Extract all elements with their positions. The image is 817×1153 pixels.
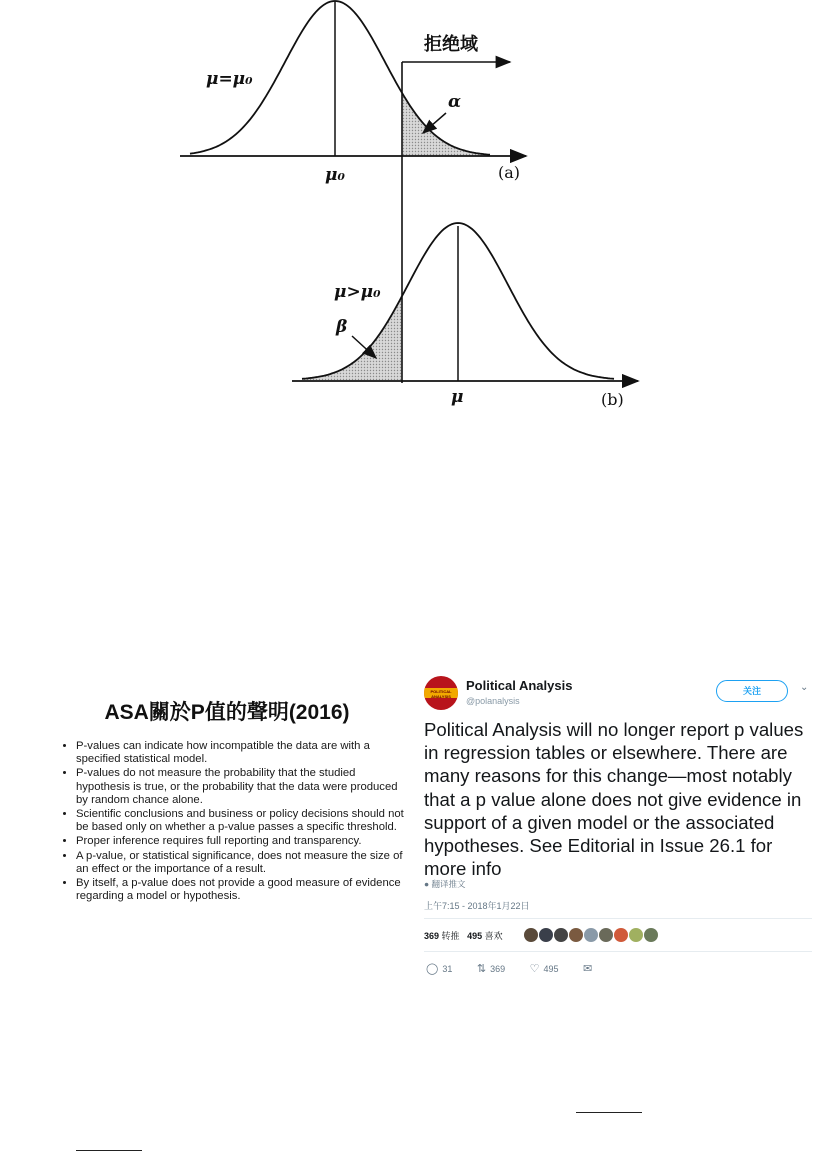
divider [424, 918, 812, 919]
bullet-item: • Scientific conclusions and business or policy decisions should not be based only on whether a p-value passes a specific threshold. [76, 808, 406, 834]
reply-count: 31 [442, 964, 453, 974]
like-button[interactable] [530, 962, 559, 975]
alpha-label: α [448, 92, 462, 112]
slide-bullet-list [58, 740, 406, 904]
bullet-item: • P-values can indicate how incompatible the data are with a specified statistical model. [76, 740, 406, 766]
panel-a-label: (a) [498, 163, 521, 182]
null-hypothesis-label: μ=μ₀ [206, 69, 253, 89]
underline-mark [576, 1112, 642, 1113]
like-label[interactable]: 喜欢 [484, 931, 503, 941]
reply-icon: ◯ [426, 963, 439, 975]
tweet-text: Political Analysis will no longer report p values in regression tables or elsewhere. There are many reasons for this change—most notably that a p value alone does not give evidence in support of a given model or the associated hypotheses. See Editorial in Issue 26.1 for more info [424, 719, 804, 880]
rejection-region-label: 拒绝域 [424, 34, 478, 55]
slide-title: ASA關於P值的聲明(2016) [104, 701, 350, 724]
beta-region [302, 296, 402, 380]
envelope-icon: ✉ [583, 963, 593, 975]
like-action-count: 495 [543, 964, 559, 974]
panel-b-label: (b) [601, 390, 624, 409]
globe-icon: ● [424, 879, 430, 889]
liker-avatar[interactable] [599, 928, 613, 942]
bullet-item: • By itself, a p-value does not provide a good measure of evidence regarding a model or hypothesis. [76, 877, 406, 903]
tweet-timestamp[interactable]: 上午7:15 - 2018年1月22日 [424, 901, 530, 911]
message-button[interactable] [583, 962, 596, 975]
bullet-item: • A p-value, or statistical significance, does not measure the size of an effect or the importance of a result. [76, 850, 406, 876]
alt-hypothesis-label: μ>μ₀ [334, 282, 381, 302]
liker-avatar[interactable] [584, 928, 598, 942]
tweet-actions [426, 962, 618, 975]
follow-button[interactable]: 关注 [716, 680, 788, 702]
liker-avatar[interactable] [644, 928, 658, 942]
tweet-card [416, 668, 814, 984]
retweet-icon: ⇅ [476, 963, 487, 975]
hypothesis-test-diagram [0, 0, 817, 430]
engagement-stats [424, 929, 503, 942]
beta-label: β [336, 317, 348, 337]
translate-label: 翻译推文 [431, 879, 466, 889]
liker-avatar[interactable] [614, 928, 628, 942]
account-handle[interactable]: @polanalysis [466, 696, 520, 706]
avatar-text: POLITICAL ANALYSIS [430, 689, 452, 699]
liker-avatar[interactable] [629, 928, 643, 942]
alpha-region [402, 93, 490, 156]
liker-avatar[interactable] [524, 928, 538, 942]
underline-mark [76, 1150, 142, 1151]
translate-link[interactable] [424, 878, 466, 890]
divider [424, 951, 812, 952]
bullet-item: • Proper inference requires full reporting and transparency. [76, 835, 406, 848]
liker-avatar[interactable] [569, 928, 583, 942]
retweet-label[interactable]: 转推 [441, 931, 460, 941]
asa-statement-slide [58, 672, 404, 978]
retweet-action-count: 369 [490, 964, 506, 974]
chevron-down-icon[interactable]: ⌄ [800, 682, 809, 693]
retweet-count[interactable]: 369 [424, 931, 440, 941]
reply-button[interactable] [426, 962, 452, 975]
account-name[interactable]: Political Analysis [466, 678, 573, 693]
retweet-button[interactable] [477, 962, 505, 975]
bullet-item: • P-values do not measure the probability that the studied hypothesis is true, or the probability that the data were produced by random chance alone. [76, 767, 406, 807]
liker-avatar[interactable] [539, 928, 553, 942]
alpha-pointer [423, 113, 446, 133]
mu-axis-label: μ [451, 387, 464, 407]
like-count[interactable]: 495 [467, 931, 483, 941]
heart-icon: ♡ [529, 963, 540, 975]
liker-avatar[interactable] [554, 928, 568, 942]
liker-avatars [524, 926, 659, 944]
mu0-axis-label: μ₀ [325, 165, 345, 185]
account-avatar[interactable] [424, 676, 458, 710]
